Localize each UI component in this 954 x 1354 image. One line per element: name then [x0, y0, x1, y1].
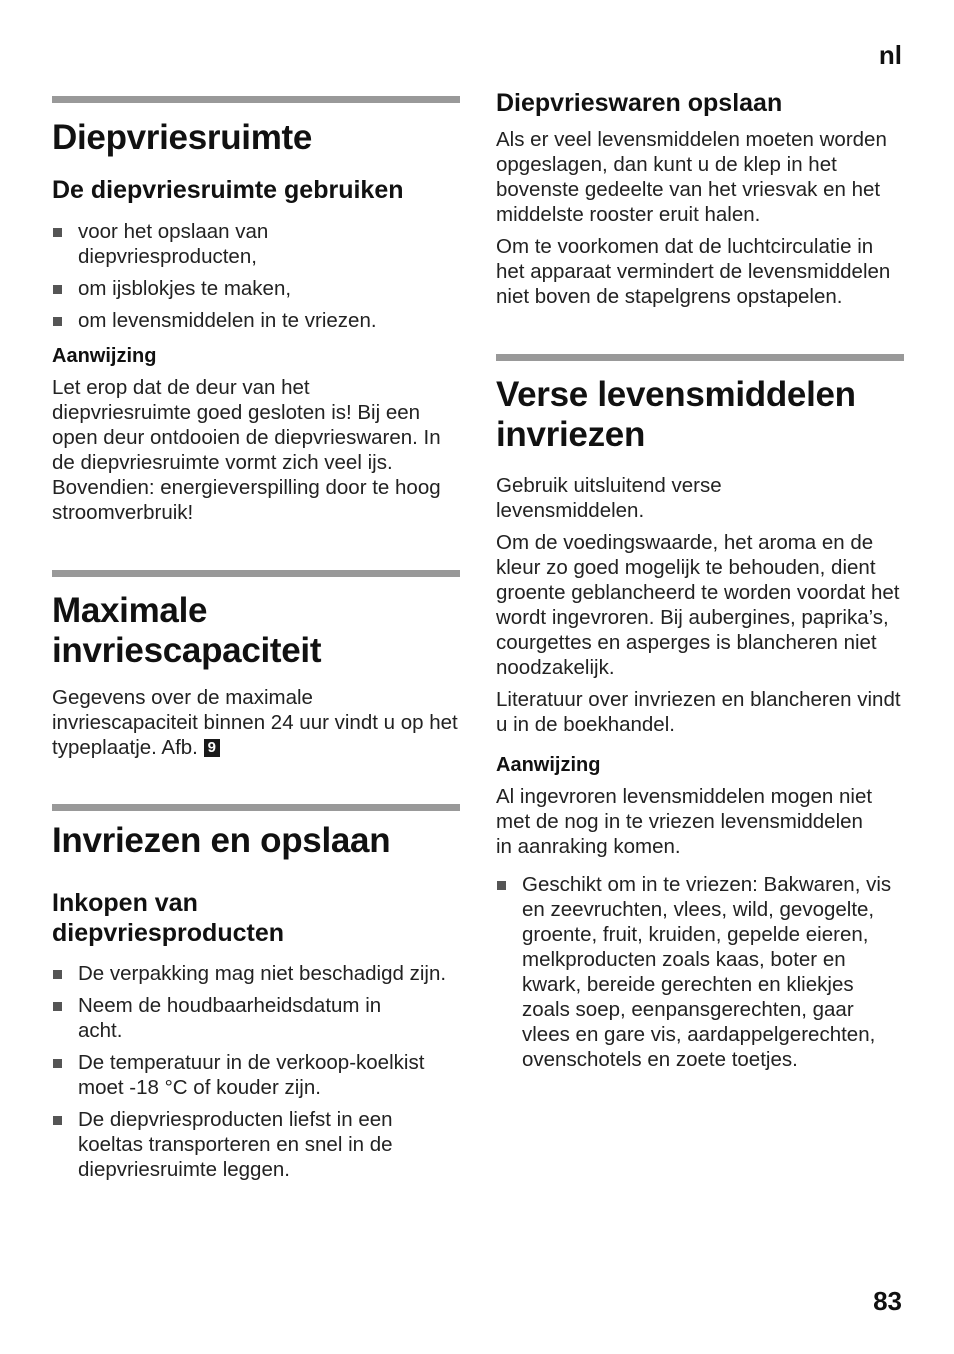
bullet-icon — [53, 285, 62, 294]
section-invriezen-en-opslaan — [52, 804, 460, 1182]
note-heading: Aanwijzing — [496, 754, 601, 776]
right-column — [496, 88, 904, 1072]
note-heading: Aanwijzing — [52, 345, 157, 367]
note-text: Al ingevroren levensmiddelen mogen niet met de nog in te vriezen levensmiddelen in aanraking komen. — [496, 785, 873, 858]
section-subtitle: Diepvrieswaren opslaan — [496, 89, 783, 117]
section-divider — [496, 354, 904, 361]
section-title: Invriezen en opslaan — [52, 821, 391, 860]
list-item: Geschikt om in te vriezen: Bakwaren, vis en zeevruchten, vlees, wild, gevogelte, groente, fruit, kruiden, gepelde eieren, melkproducten zoals kaas, boter en kwark, bereide gerechten en kliekjes zoals soep, eenpansgerechten, gaar vlees en gare vis, aardappelgerechten, ovenschotels en zoete toetjes. — [496, 872, 904, 1072]
bullet-icon — [53, 228, 62, 237]
paragraph: Om te voorkomen dat de luchtcirculatie in het apparaat vermindert de levensmiddelen niet boven de stapelgrens opstapelen. — [496, 235, 891, 308]
section-subtitle: De diepvriesruimte gebruiken — [52, 176, 404, 204]
bullet-icon — [53, 317, 62, 326]
list-item: De temperatuur in de verkoop-koelkist moet -18 °C of kouder zijn. — [52, 1050, 460, 1100]
page-number: 83 — [873, 1286, 902, 1316]
list-item: De verpakking mag niet beschadigd zijn. — [52, 961, 460, 986]
section-divider — [52, 804, 460, 811]
paragraph: Literatuur over invriezen en blancheren vindt u in de boekhandel. — [496, 688, 901, 736]
bullet-icon — [497, 881, 506, 890]
section-maximale-invriescapaciteit — [52, 570, 460, 760]
section-title: Verse levensmiddelen invriezen — [496, 375, 856, 454]
left-column — [52, 96, 460, 1182]
section-diepvriesruimte — [52, 96, 460, 525]
bullet-icon — [53, 1116, 62, 1125]
list-item: om ijsblokjes te maken, — [52, 276, 460, 301]
section-text: Gegevens over de maximale invriescapaciteit binnen 24 uur vindt u op het typeplaatje. Afb. 9 — [52, 686, 458, 759]
section-title: Maximale invriescapaciteit — [52, 591, 322, 670]
bullet-list — [52, 219, 460, 333]
list-item: om levensmiddelen in te vriezen. — [52, 308, 460, 333]
list-item: Neem de houdbaarheidsdatum in acht. — [52, 993, 418, 1043]
section-verse-levensmiddelen-invriezen — [496, 354, 904, 1072]
bullet-list — [52, 961, 460, 1182]
figure-reference: 9 — [204, 739, 220, 757]
bullet-icon — [53, 1059, 62, 1068]
bullet-icon — [53, 1002, 62, 1011]
language-code: nl — [878, 40, 902, 70]
section-divider — [52, 96, 460, 103]
list-item: De diepvriesproducten liefst in een koeltas transporteren en snel in de diepvriesruimte leggen. — [52, 1107, 460, 1182]
section-subtitle: Inkopen van diepvriesproducten — [52, 889, 284, 947]
section-diepvrieswaren-opslaan — [496, 88, 904, 309]
bullet-list — [496, 872, 904, 1072]
section-divider — [52, 570, 460, 577]
section-title: Diepvriesruimte — [52, 118, 313, 157]
paragraph: Als er veel levensmiddelen moeten worden opgeslagen, dan kunt u de klep in het bovenste gedeelte van het vriesvak en het middelste rooster eruit halen. — [496, 128, 887, 226]
paragraph: Gebruik uitsluitend verse levensmiddelen. — [496, 474, 722, 522]
bullet-icon — [53, 970, 62, 979]
note-text: Let erop dat de deur van het diepvriesruimte goed gesloten is! Bij een open deur ontdooien de diepvrieswaren. In de diepvriesruimte vormt zich veel ijs. Bovendien: energieverspilling door te hoog stroomverbruik! — [52, 376, 441, 524]
list-item: voor het opslaan van diepvriesproducten, — [52, 219, 308, 269]
paragraph: Om de voedingswaarde, het aroma en de kleur zo goed mogelijk te behouden, dient groente geblancheerd te worden voordat het wordt ingevroren. Bij aubergines, paprika’s, courgettes en asperges is blancheren niet noodzakelijk. — [496, 531, 900, 679]
